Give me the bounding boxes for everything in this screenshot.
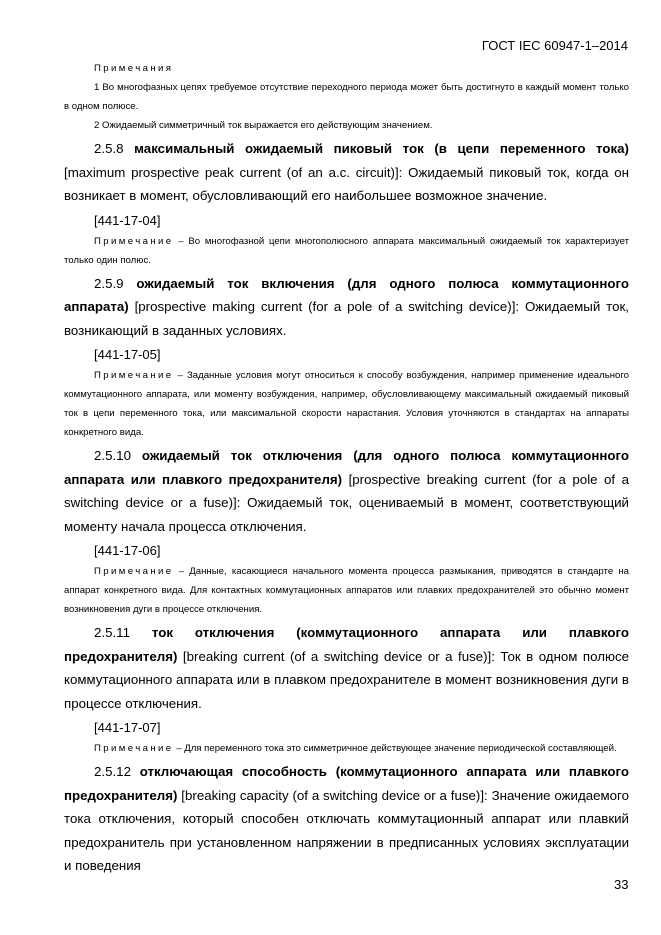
note-2: 2 Ожидаемый симметричный ток выражается его действующим значением.: [94, 120, 433, 131]
note-label: Примечание: [94, 566, 174, 577]
term-title: ток отключения (коммутационного аппарата или плавкого предохранителя): [64, 625, 629, 664]
term-definition: [maximum prospective peak current (of an a.c. circuit)]: Ожидаемый пиковый ток, когда он возникает в момент, обусловливающий его наибольшее возможное значение.: [64, 164, 629, 203]
iec-reference: [441-17-04]: [94, 212, 161, 228]
term-note: [64, 232, 629, 270]
term-number: 2.5.12: [94, 764, 140, 779]
note-label: Примечание: [94, 235, 174, 247]
term-definition: [prospective making current (for a pole of a switching device)]: Ожидаемый ток, возникающий в заданных условиях.: [64, 299, 629, 338]
term-2-5-10: [64, 444, 629, 538]
note-text: Заданные условия могут относиться к способу возбуждения, например применение идеального коммутационного аппарата, или моменту возбуждения, например, обусловливающему максимальный ожидаемый пиковый ток в цепи переменного тока, или максимальной скорости нарастания. Условия уточняются в стандартах на аппараты конкретного вида.: [64, 370, 629, 438]
term-2-5-12: [64, 760, 629, 878]
term-note: [64, 366, 629, 442]
term-number: 2.5.9: [94, 275, 137, 291]
term-definition: [breaking current (of a switching device or a fuse)]: Ток в одном полюсе коммутационного аппарата или в плавком предохранителе в момент возникновения дуги в процессе отключения.: [64, 648, 629, 711]
term-number: 2.5.8: [94, 141, 135, 156]
note-dash: –: [173, 235, 189, 247]
note-text: Во многофазной цепи многополюсного аппарата максимальный ожидаемый ток характеризует только один полюс.: [64, 235, 629, 266]
note-text: Данные, касающиеся начального момента процесса размыкания, приводятся в стандарте на аппарат конкретного вида. Для контактных коммутационных аппаратов или плавких предохранителей это обычно момент возникновения дуги в процессе отключения.: [64, 566, 629, 615]
term-definition: [prospective breaking current (for a pole of a switching device or a fuse)]: Ожидаемый ток, оцениваемый в момент, соответствующий моменту начала процесса отключения.: [64, 471, 629, 534]
note-dash: –: [173, 370, 187, 381]
term-number: 2.5.11: [94, 625, 152, 640]
term-title: максимальный ожидаемый пиковый ток (в цепи переменного тока): [134, 141, 629, 156]
page-number: 33: [614, 877, 629, 892]
term-2-5-9: [64, 272, 629, 343]
note-dash: –: [173, 566, 190, 577]
term-title: ожидаемый ток отключения (для одного полюса коммутационного аппарата или плавкого предохранителя): [64, 448, 629, 487]
note-text: Для переменного тока это симметричное действующее значение периодической составляющей.: [184, 743, 617, 754]
note-label: Примечание: [94, 743, 174, 754]
iec-reference: [441-17-06]: [94, 543, 161, 558]
term-title: ожидаемый ток включения (для одного полюса коммутационного аппарата): [64, 275, 629, 314]
iec-reference: [441-17-07]: [94, 720, 161, 735]
term-2-5-8: [64, 137, 629, 208]
page-content: [64, 59, 629, 878]
term-note: [64, 562, 629, 619]
term-number: 2.5.10: [94, 448, 142, 463]
term-2-5-11: [64, 621, 629, 715]
term-note: [64, 739, 629, 758]
notes-title: Примечания: [94, 63, 174, 74]
note-1: 1 Во многофазных цепях требуемое отсутствие переходного периода может быть достигнуто в каждый момент только в одном полюсе.: [64, 82, 629, 112]
document-header: ГОСТ IEC 60947-1–2014: [481, 38, 628, 53]
term-title: отключающая способность (коммутационного аппарата или плавкого предохранителя): [64, 764, 629, 803]
iec-reference: [441-17-05]: [94, 347, 161, 362]
note-dash: –: [173, 743, 185, 754]
note-label: Примечание: [94, 370, 174, 381]
term-definition: [breaking capacity (of a switching device or a fuse)]: Значение ожидаемого тока отключения, который способен отключать коммутационный аппарат или плавкий предохранитель при установленном напряжении в предписанных условиях эксплуатации и поведения: [64, 787, 629, 873]
